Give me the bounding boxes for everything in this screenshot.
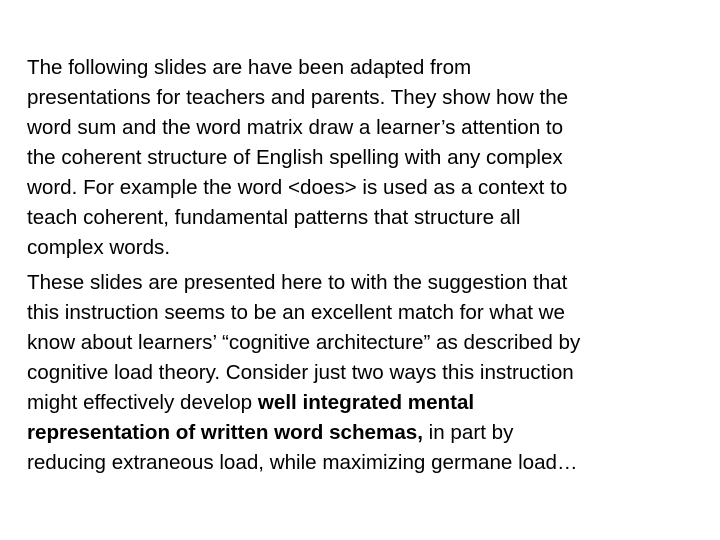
intro-line: complex words. bbox=[27, 236, 171, 259]
suggestion-line: These slides are presented here to with the suggestion that bbox=[27, 271, 568, 294]
emphasis-text: representation of written word schemas, bbox=[27, 421, 423, 444]
intro-paragraph bbox=[27, 53, 697, 263]
suggestion-line-mixed bbox=[27, 388, 697, 418]
suggestion-line: reducing extraneous load, while maximizing germane load… bbox=[27, 451, 578, 474]
suggestion-line: this instruction seems to be an excellent match for what we bbox=[27, 301, 565, 324]
suggestion-line-mixed bbox=[27, 418, 697, 448]
intro-line: word sum and the word matrix draw a learner’s attention to bbox=[27, 116, 564, 139]
intro-line: word. For example the word <does> is used as a context to bbox=[27, 176, 568, 199]
suggestion-line: know about learners’ “cognitive architecture” as described by bbox=[27, 331, 581, 354]
suggestion-paragraph bbox=[27, 268, 697, 478]
suggestion-text: might effectively develop bbox=[27, 391, 258, 414]
intro-line: The following slides are have been adapted from bbox=[27, 56, 472, 79]
intro-line: teach coherent, fundamental patterns that structure all bbox=[27, 206, 521, 229]
emphasis-text: well integrated mental bbox=[257, 391, 475, 414]
intro-line: the coherent structure of English spelling with any complex bbox=[27, 146, 563, 169]
suggestion-line: cognitive load theory. Consider just two ways this instruction bbox=[27, 361, 574, 384]
intro-line: presentations for teachers and parents. They show how the bbox=[27, 86, 569, 109]
suggestion-text: in part by bbox=[422, 421, 514, 444]
